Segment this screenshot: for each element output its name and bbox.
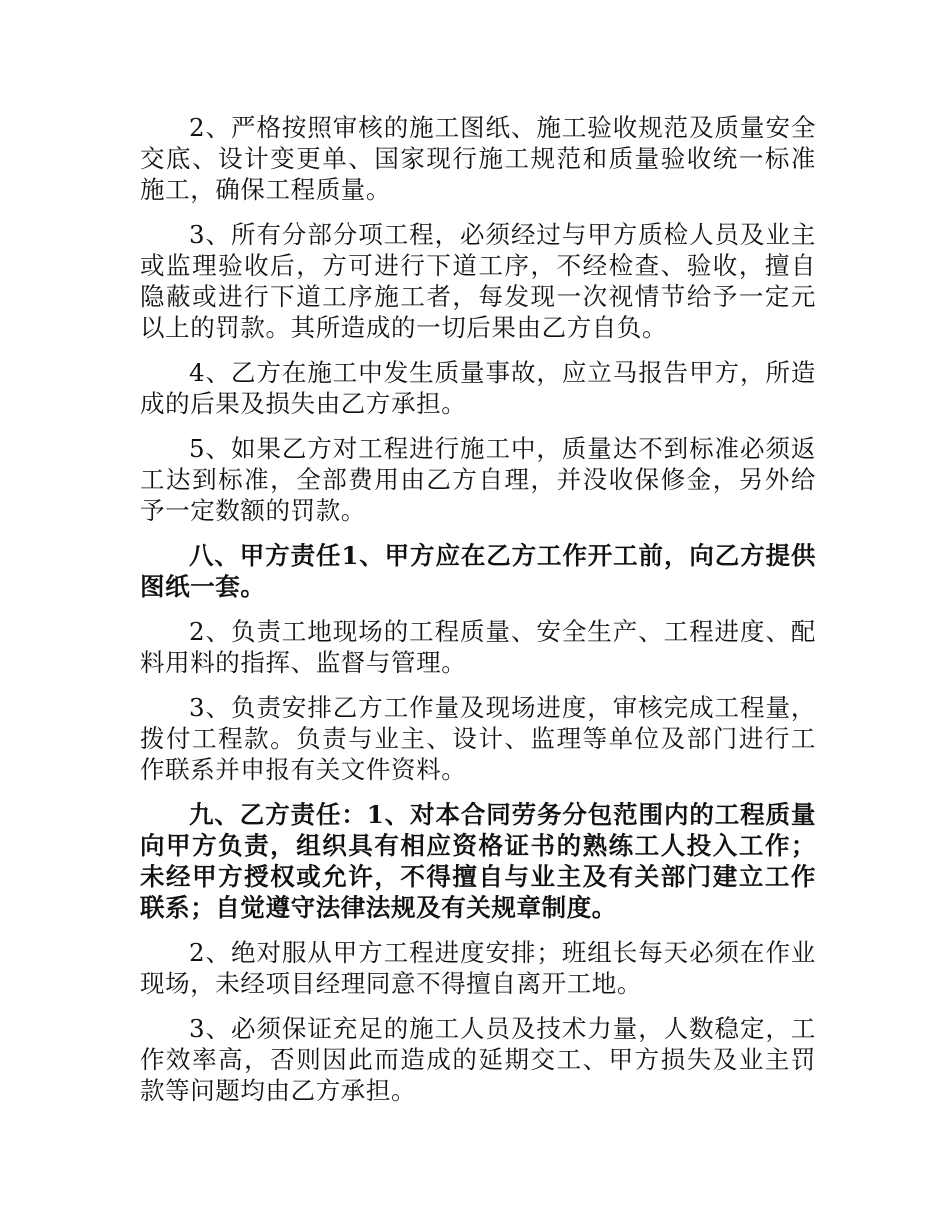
clause-paragraph: 2、绝对服从甲方工程进度安排；班组长每天必须在作业现场，未经项目经理同意不得擅自离开工地。 [140, 938, 816, 998]
clause-paragraph: 5、如果乙方对工程进行施工中，质量达不到标准必须返工达到标准，全部费用由乙方自理，并没收保修金，另外给予一定数额的罚款。 [140, 434, 816, 525]
clause-paragraph: 3、必须保证充足的施工人员及技术力量，人数稳定，工作效率高，否则因此而造成的延期交工、甲方损失及业主罚款等问题均由乙方承担。 [140, 1014, 816, 1105]
clause-paragraph: 3、负责安排乙方工作量及现场进度，审核完成工程量，拨付工程款。负责与业主、设计、监理等单位及部门进行工作联系并申报有关文件资料。 [140, 693, 816, 784]
section-heading-paragraph: 九、乙方责任：1、对本合同劳务分包范围内的工程质量向甲方负责，组织具有相应资格证书的熟练工人投入工作；未经甲方授权或允许，不得擅自与业主及有关部门建立工作联系；自觉遵守法律法规及有关规章制度。 [140, 800, 816, 922]
clause-paragraph: 2、负责工地现场的工程质量、安全生产、工程进度、配料用料的指挥、监督与管理。 [140, 617, 816, 677]
clause-paragraph: 4、乙方在施工中发生质量事故，应立马报告甲方，所造成的后果及损失由乙方承担。 [140, 358, 816, 418]
clause-paragraph: 3、所有分部分项工程，必须经过与甲方质检人员及业主或监理验收后，方可进行下道工序，不经检查、验收，擅自隐蔽或进行下道工序施工者，每发现一次视情节给予一定元以上的罚款。其所造成的一切后果由乙方自负。 [140, 220, 816, 342]
section-heading-paragraph: 八、甲方责任1、甲方应在乙方工作开工前，向乙方提供图纸一套。 [140, 541, 816, 601]
document-page [140, 112, 816, 1106]
clause-paragraph: 2、严格按照审核的施工图纸、施工验收规范及质量安全交底、设计变更单、国家现行施工规范和质量验收统一标准施工，确保工程质量。 [140, 113, 816, 204]
